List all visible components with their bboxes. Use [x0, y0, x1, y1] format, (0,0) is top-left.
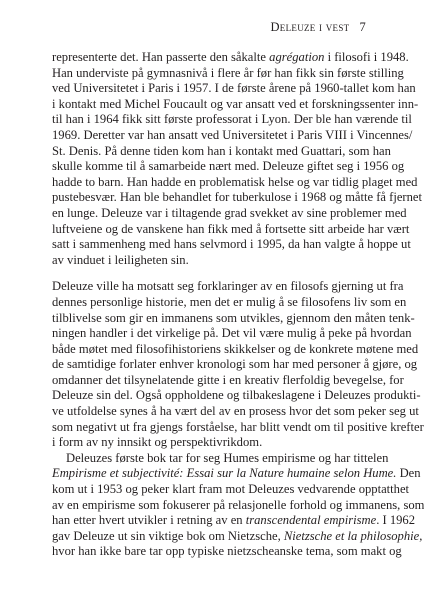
text-line: Deleuze ville ha motsatt seg forklaringer av en filosofs gjerning ut fra: [52, 279, 404, 294]
italic-title: Empirisme et subjectivité: Essai sur la Nature humaine selon Hume.: [52, 466, 397, 481]
text-line: både møtet med filosofihistoriens skikkelser og de konkrete møtene med: [52, 341, 419, 356]
text-line: i kontakt med Michel Foucault og var ansatt ved et forskningssenter inn-: [52, 96, 419, 111]
text-line: i form av ny innsikt og perspektivrikdom.: [52, 435, 263, 450]
text-line: Deleuzes første bok tar for seg Humes empirisme og har tittelen: [66, 450, 389, 465]
text-line: satt i sammenheng med hans selvmord i 1995, da han valgte å hoppe ut: [52, 237, 411, 252]
text-line: gav Deleuze ut sin viktige bok om Nietzsche, Nietzsche et la philosophie,: [52, 528, 423, 543]
text-line: til han i 1964 fikk sitt første professorat i Lyon. Der ble han værende til: [52, 112, 412, 127]
text-line: Empirisme et subjectivité: Essai sur la Nature humaine selon Hume. Den: [52, 466, 421, 481]
text-line: av vinduet i leiligheten sin.: [52, 252, 189, 267]
italic-title: Nietzsche et la philosophie,: [283, 528, 423, 543]
text-line: hvor han ikke bare tar opp typiske nietzscheanske tema, som makt og: [52, 544, 402, 559]
text-line: ve utfoldelse synes å ha vært del av en prosess hvor det som peker seg ut: [52, 404, 419, 419]
paragraph-2: [52, 279, 424, 451]
text-line: ningen handler i det virkelige på. Det vil være mulig å peke på hvordan: [52, 326, 412, 341]
section-break: [52, 268, 368, 279]
text-line: en lunge. Deleuze var i tiltagende grad svekket av sine problemer med: [52, 205, 407, 220]
text-line: representerte det. Han passerte den såkalte agrégation i filosofi i 1948.: [52, 50, 409, 64]
running-head: [270, 20, 366, 35]
text-line: han etter hvert utvikler i retning av en transcendental empirisme. I 1962: [52, 513, 416, 528]
text-line: av en empirisme som fokuserer på relasjonelle forhold og immanens, som: [52, 497, 424, 512]
text-line: 1969. Deretter var han ansatt ved Universitetet i Paris VIII i Vincennes/: [52, 127, 413, 142]
text-line: Han underviste på gymnasnivå i flere år før han fikk sin første stilling: [52, 65, 404, 80]
text-line: de samtidige forlater enhver kronologi som har med personer å gjøre, og: [52, 357, 418, 372]
text-line: hadde to barn. Han hadde en problematisk helse og var tidlig plaget med: [52, 174, 418, 189]
text-line: pustebesvær. Han ble behandlet for tuberkulose i 1968 og måtte få fjernet: [52, 190, 423, 205]
body-text: [52, 50, 424, 560]
italic-title: transcendental empirisme: [245, 513, 377, 528]
italic-title: agrégation: [269, 50, 325, 64]
running-head-title: Deleuze i vest: [270, 20, 350, 34]
page-number: 7: [359, 20, 366, 34]
text-line: luftveiene og de vanskene han fikk med å fortsette sitt arbeide har vært: [52, 221, 410, 236]
text-line: St. Denis. På denne tiden kom han i kontakt med Guattari, som han: [52, 143, 391, 158]
paragraph-3: [52, 450, 424, 560]
text-line: tilblivelse som gir en immanens som utvikles, gjennom den måten tenk-: [52, 310, 415, 325]
text-line: omdanner det tilsynelatende gitte i en kreativ flerfoldig bevegelse, for: [52, 372, 404, 387]
text-line: skulle komme til å samarbeide nært med. Deleuze giftet seg i 1956 og: [52, 159, 405, 174]
text-line: som negativt ut fra gjengs forståelse, har blitt vendt om til positive krefter: [52, 419, 424, 434]
text-line: kom ut i 1953 og peker klart fram mot Deleuzes vedvarende opptatthet: [52, 482, 410, 497]
text-line: ved Universitetet i Paris i 1957. I de første årene på 1960-tallet kom han: [52, 81, 416, 96]
text-line: Deleuze sin del. Også oppholdene og tilbakeslagene i Deleuzes produkti-: [52, 388, 421, 403]
paragraph-1: [52, 50, 423, 268]
text-line: dennes personlige historie, men det er mulig å se filosofens liv som en: [52, 294, 407, 309]
